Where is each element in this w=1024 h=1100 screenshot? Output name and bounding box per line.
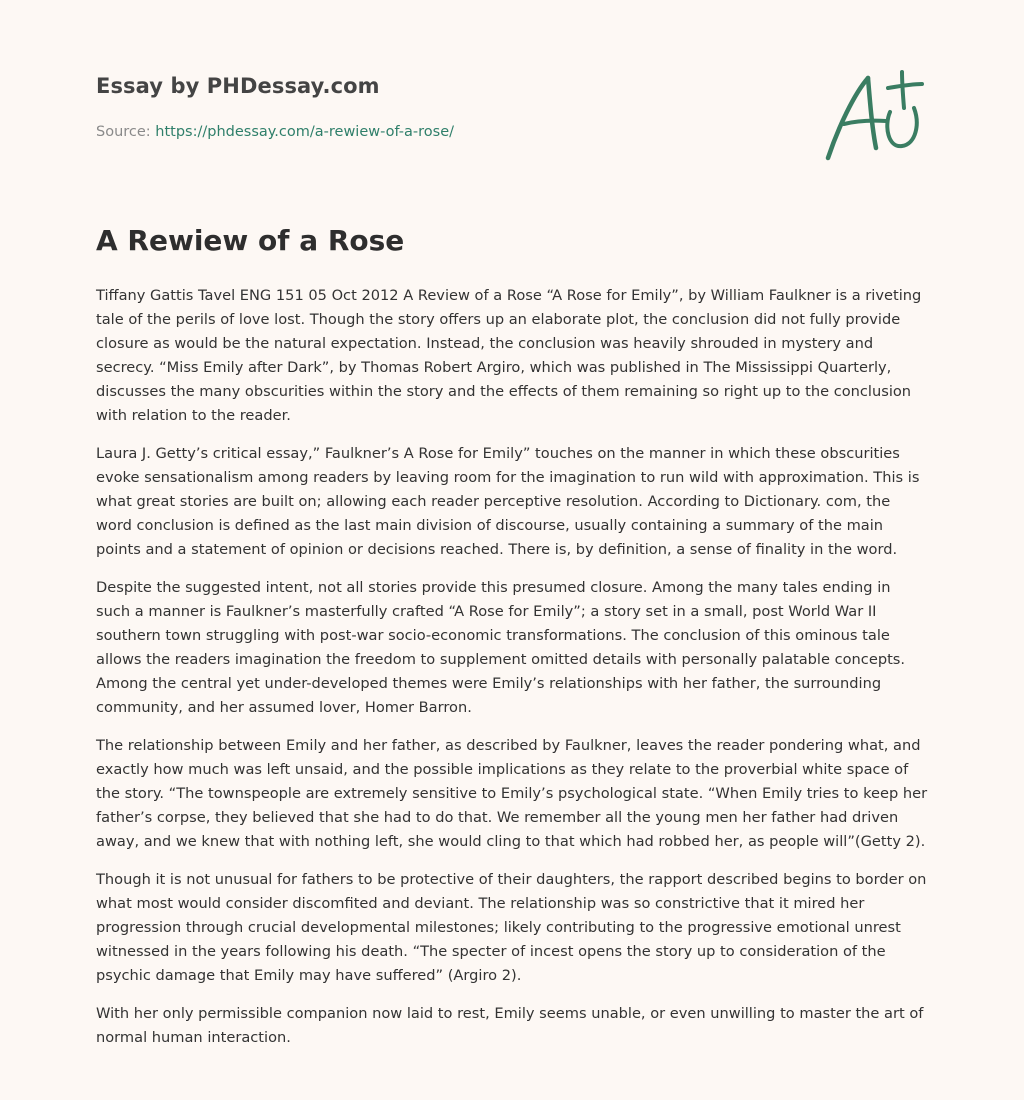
article-paragraph-2: Laura J. Getty’s critical essay,” Faulkner’s A Rose for Emily” touches on the manner in which these obscurities evoke sensationalism among readers by leaving room for the imagination to run wild with approximation. This is what great stories are built on; allowing each reader perceptive resolution. According to Dictionary. com, the word conclusion is defined as the last main division of discourse, usually containing a summary of the main points and a statement of opinion or decisions reached. There is, by definition, a sense of finality in the word. <box>96 445 920 558</box>
article-title: A Rewiew of a Rose <box>96 224 405 257</box>
article-paragraph-1: Tiffany Gattis Tavel ENG 151 05 Oct 2012 A Review of a Rose “A Rose for Emily”, by William Faulkner is a riveting tale of the perils of love lost. Though the story offers up an elaborate plot, the conclusion did not fully provide closure as would be the natural expectation. Instead, the conclusion was heavily shrouded in mystery and secrecy. “Miss Emily after Dark”, by Thomas Robert Argiro, which was published in The Mississippi Quarterly, discusses the many obscurities within the story and the effects of them remaining so right up to the conclusion with relation to the reader. <box>96 287 922 424</box>
article-paragraph-5: Though it is not unusual for fathers to be protective of their daughters, the rapport described begins to border on what most would consider discomfited and deviant. The relationship was so constrictive that it mired her progression through crucial developmental milestones; likely contributing to the progressive emotional unrest witnessed in the years following his death. “The specter of incest opens the story up to consideration of the psychic damage that Emily may have suffered” (Argiro 2). <box>96 871 927 984</box>
site-title: Essay by PHDessay.com <box>96 74 380 98</box>
source-line <box>96 124 454 140</box>
article-body <box>96 284 928 1064</box>
a-plus-logo-icon <box>818 66 930 166</box>
article-paragraph-6: With her only permissible companion now laid to rest, Emily seems unable, or even unwilling to master the art of normal human interaction. <box>96 1005 924 1046</box>
article-paragraph-4: The relationship between Emily and her father, as described by Faulkner, leaves the reader pondering what, and exactly how much was left unsaid, and the possible implications as they relate to the proverbial white space of the story. “The townspeople are extremely sensitive to Emily’s psychological state. “When Emily tries to keep her father’s corpse, they believed that she had to do that. We remember all the young men her father had driven away, and we knew that with nothing left, she would cling to that which had robbed her, as people will”(Getty 2). <box>96 737 928 850</box>
source-link[interactable]: https://phdessay.com/a-rewiew-of-a-rose/ <box>155 124 455 140</box>
article-paragraph-3: Despite the suggested intent, not all stories provide this presumed closure. Among the many tales ending in such a manner is Faulkner’s masterfully crafted “A Rose for Emily”; a story set in a small, post World War II southern town struggling with post-war socio-economic transformations. The conclusion of this ominous tale allows the readers imagination the freedom to supplement omitted details with personally palatable concepts. Among the central yet under-developed themes were Emily’s relationships with her father, the surrounding community, and her assumed lover, Homer Barron. <box>96 579 906 716</box>
source-label: Source: <box>96 124 151 140</box>
